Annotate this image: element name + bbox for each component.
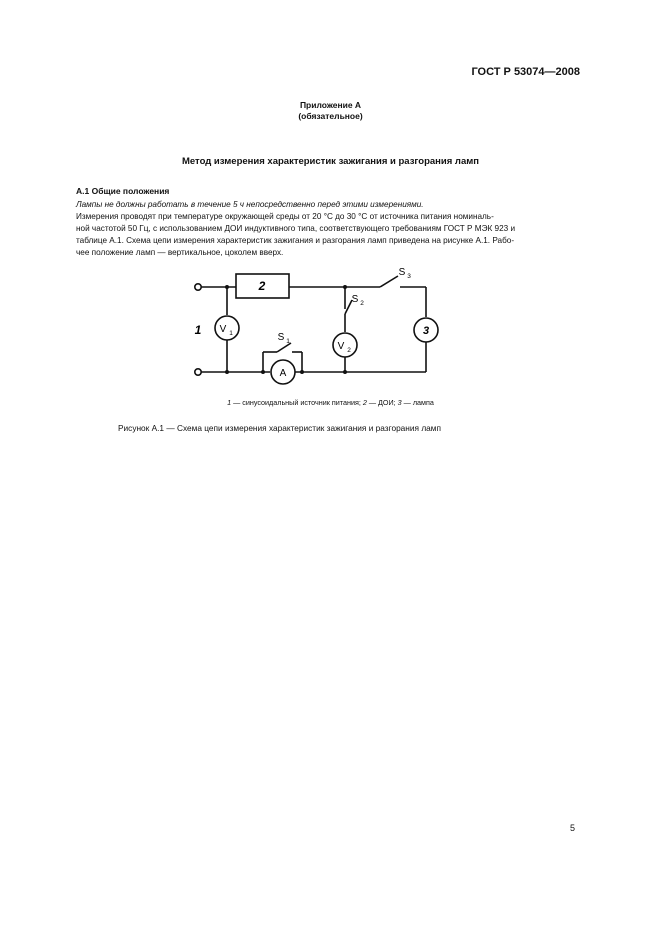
ammeter-label: A [279,368,287,379]
switch-s3-subscript: 3 [407,273,411,280]
voltmeter-v2-subscript: 2 [347,347,351,354]
junction-dot [343,285,347,289]
lamp-label: 3 [422,325,430,337]
input-terminal-top [195,284,201,290]
voltmeter-v2-label: V [337,341,345,352]
paragraph-line: Измерения проводят при температуре окружающей среды от 20 °С до 30 °С от источника питания номиналь- [76,212,494,221]
switch-s2-label: S [351,294,359,305]
voltmeter-v1-subscript: 1 [229,330,233,337]
legend-number: 3 [397,398,402,407]
paragraph-line: чее положение ламп — вертикальное, цоколем вверх. [76,248,284,257]
voltmeter-v2-symbol [333,333,357,357]
legend-text: — лампа [401,398,434,407]
junction-dot [300,370,304,374]
annex-status: (обязательное) [298,111,363,121]
junction-dot [343,370,347,374]
paragraph-line: таблице А.1. Схема цепи измерения характеристик зажигания и разгорания ламп приведена на рисунке А.1. Рабо- [76,236,515,245]
section-heading: А.1 Общие положения [76,186,170,196]
paragraph-line: ной частотой 50 Гц, с использованием ДОИ индуктивного типа, соответствующего требованиям ГОСТ Р МЭК 923 и [76,224,516,233]
input-terminal-bottom [195,369,201,375]
legend-text: — синусоидальный источник питания; [231,398,363,407]
annex-title: Приложение А [299,100,362,110]
switch-s1-label: S [277,332,285,343]
ballast-label: 2 [258,279,266,293]
junction-dot [225,370,229,374]
figure-legend [0,398,661,407]
paragraph-lamp-rest: Лампы не должны работать в течение 5 ч непосредственно перед этими измерениями. [76,200,424,209]
legend-number: 2 [362,398,367,407]
switch-s1-subscript: 1 [286,338,290,345]
page-number: 5 [570,823,576,833]
voltmeter-v1-label: V [219,324,227,335]
junction-dot [225,285,229,289]
legend-text: — ДОИ; [366,398,398,407]
figure-caption: Рисунок А.1 — Схема цепи измерения характеристик зажигания и разгорания ламп [118,423,441,433]
voltmeter-v1-symbol [215,316,239,340]
switch-s3-blade [380,276,398,287]
standard-code: ГОСТ Р 53074—2008 [471,66,580,78]
junction-dot [261,370,265,374]
legend-number: 1 [227,398,232,407]
document-title: Метод измерения характеристик зажигания и разгорания ламп [181,156,479,167]
switch-s2-subscript: 2 [360,300,364,307]
switch-s3-label: S [398,267,406,278]
source-label: 1 [194,323,202,337]
